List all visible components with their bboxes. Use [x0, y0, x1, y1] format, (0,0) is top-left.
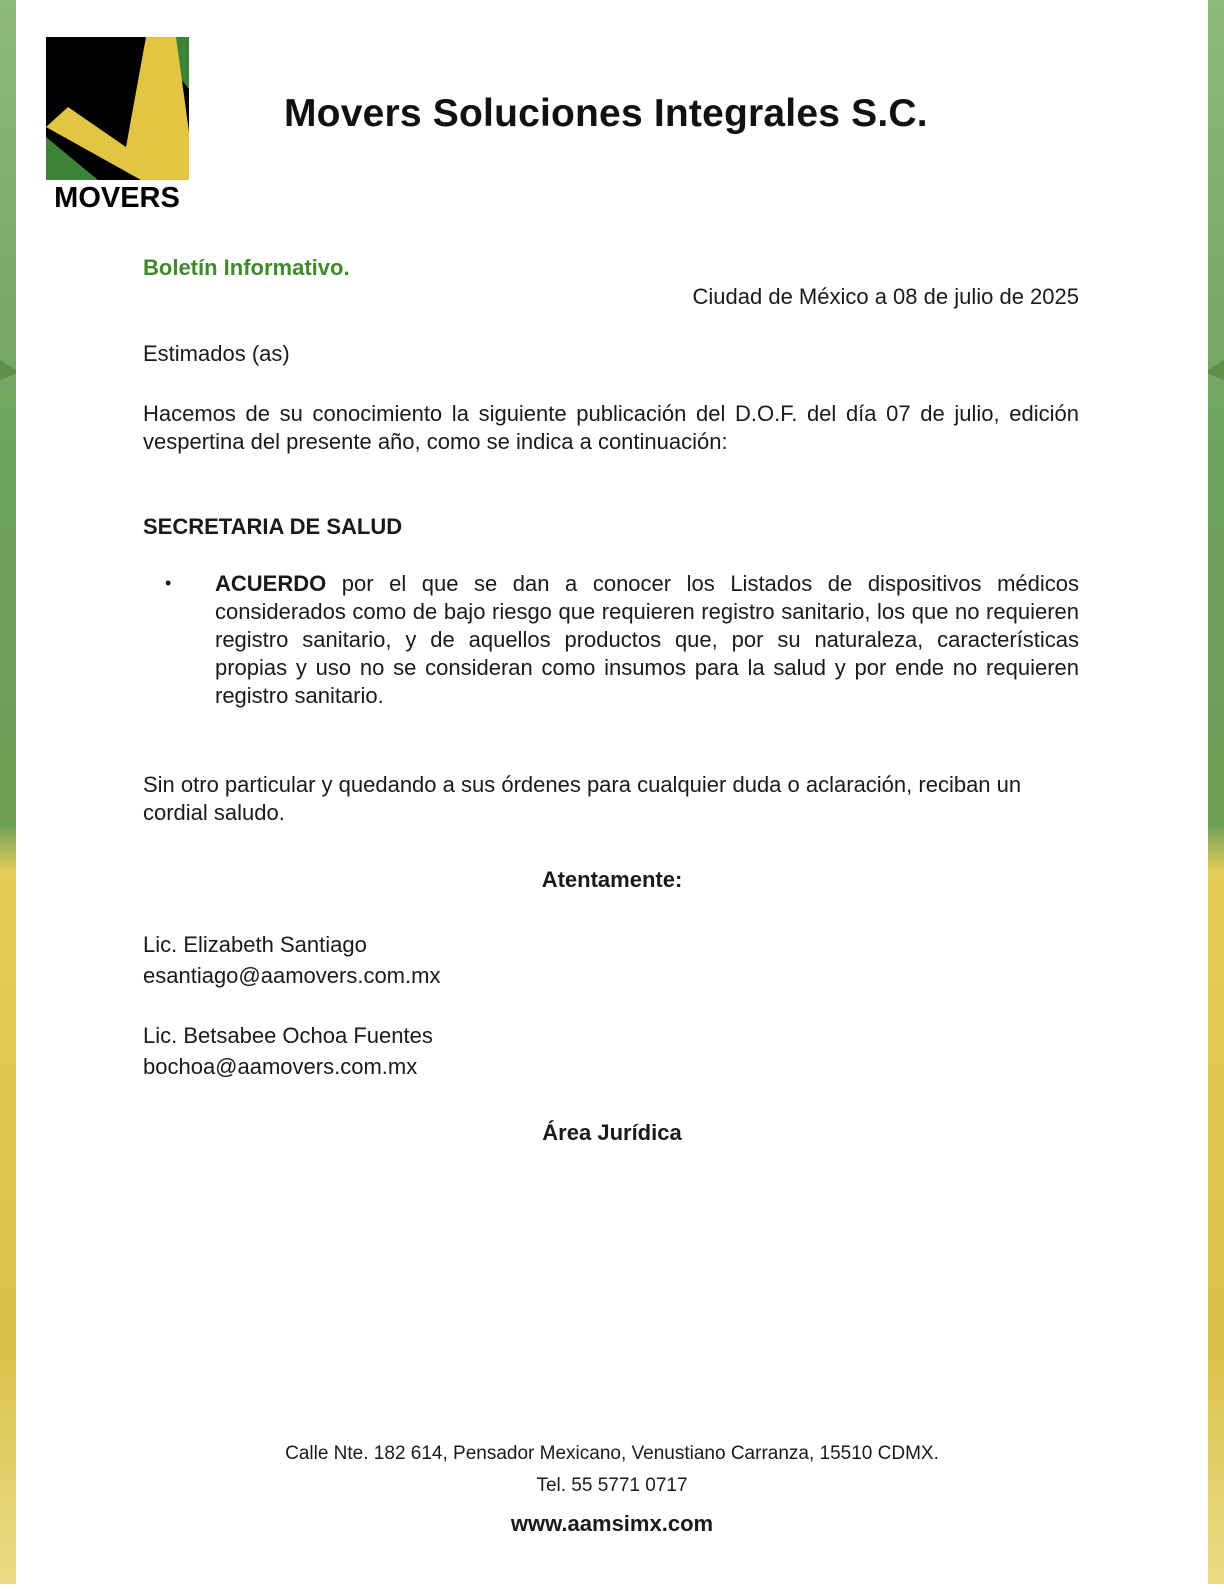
- signer-name: Lic. Betsabee Ochoa Fuentes: [143, 1023, 433, 1048]
- bulletin-title: Boletín Informativo.: [143, 255, 350, 280]
- intro-paragraph: Hacemos de su conocimiento la siguiente publicación del D.O.F. del día 07 de julio, edición vespertina del presente año, como se indica a continuación:: [143, 401, 1079, 454]
- bullet-bold-lead: ACUERDO: [215, 571, 327, 596]
- movers-logo: [46, 37, 191, 212]
- sign-off: Atentamente:: [541, 867, 683, 892]
- signer-block: [143, 929, 440, 991]
- list-item: [143, 570, 1079, 710]
- closing-paragraph: Sin otro particular y quedando a sus órdenes para cualquier duda o aclaración, reciban un cordial saludo.: [143, 772, 1022, 825]
- footer-address: Calle Nte. 182 614, Pensador Mexicano, Venustiano Carranza, 15510 CDMX.: [285, 1443, 939, 1464]
- bullet-dot-icon: •: [165, 573, 172, 593]
- footer-phone: Tel. 55 5771 0717: [536, 1475, 688, 1496]
- bullet-list: [143, 570, 1079, 710]
- company-name: Movers Soluciones Integrales S.C.: [284, 92, 928, 135]
- date-line: Ciudad de México a 08 de julio de 2025: [692, 284, 1079, 309]
- signer-email[interactable]: esantiago@aamovers.com.mx: [143, 963, 441, 988]
- signer-email[interactable]: bochoa@aamovers.com.mx: [143, 1054, 418, 1079]
- signer-name: Lic. Elizabeth Santiago: [143, 932, 367, 957]
- logo-wordmark: MOVERS: [54, 182, 180, 212]
- signer-block: [143, 1020, 433, 1082]
- greeting: Estimados (as): [143, 341, 290, 366]
- bullet-text: por el que se dan a conocer los Listados de dispositivos médicos considerados como de bajo riesgo que requieren registro sanitario, los que no requieren registro sanitario, y de aquellos productos que, por su naturaleza, características propias y uso no se consideran como insumos para la salud y por ende no requieren registro sanitario.: [215, 571, 1079, 708]
- department-name: Área Jurídica: [542, 1120, 682, 1145]
- footer-website-link[interactable]: www.aamsimx.com: [510, 1511, 714, 1536]
- section-title: SECRETARIA DE SALUD: [143, 514, 403, 539]
- logo-graphic: [46, 37, 191, 212]
